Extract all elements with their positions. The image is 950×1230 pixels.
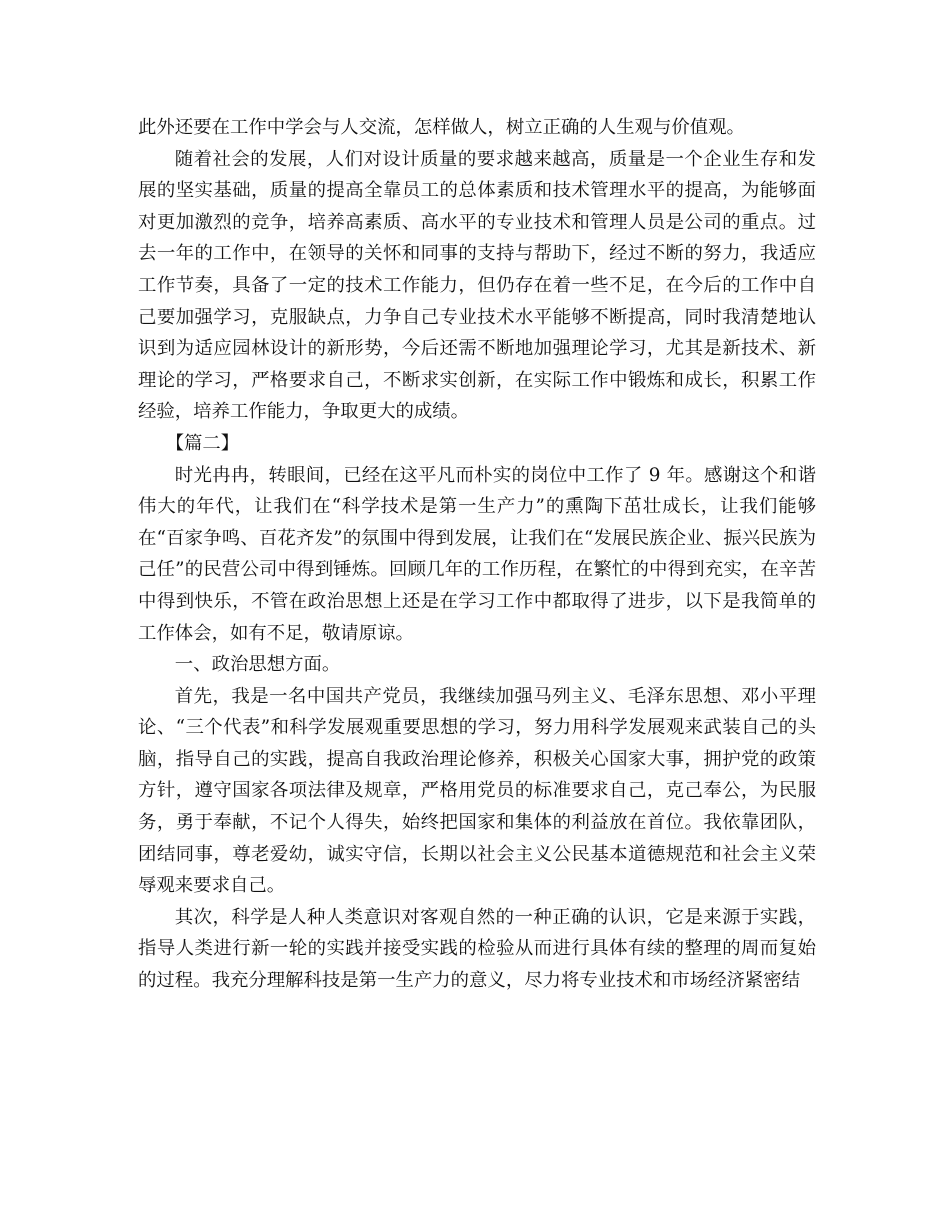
paragraph-continuation: 此外还要在工作中学会与人交流，怎样做人，树立正确的人生观与价值观。 bbox=[138, 117, 745, 138]
paragraph-first-party-member: 首先，我是一名中国共产党员，我继续加强马列主义、毛泽东思想、邓小平理论、“三个代表”和科学发展观重要思想的学习，努力用科学发展观来武装自己的头脑，指导自己的实践，提高自我政治理论修养，积极关心国家大事，拥护党的政策方针，遵守国家各项法律及规章，严格用党员的标准要求自己，克己奉公，为民服务，勇于奉献，不记个人得失，始终把国家和集体的利益放在首位。我依靠团队，团结同事，尊老爱幼，诚实守信，长期以社会主义公民基本道德规范和社会主义荣辱观来要求自己。 bbox=[138, 685, 816, 897]
section-heading-part-two: 【篇二】 bbox=[165, 432, 240, 454]
paragraph-quality-development: 随着社会的发展，人们对设计质量的要求越来越高，质量是一个企业生存和发展的坚实基础，质量的提高全靠员工的总体素质和技术管理水平的提高，为能够面对更加激烈的竞争，培养高素质、高水平的专业技术和管理人员是公司的重点。过去一年的工作中，在领导的关怀和同事的支持与帮助下，经过不断的努力，我适应工作节奏，具备了一定的技术工作能力，但仍存在着一些不足，在今后的工作中自己要加强学习，克服缺点，力争自己专业技术水平能够不断提高，同时我清楚地认识到为适应园林设计的新形势，今后还需不断地加强理论学习，尤其是新技术、新理论的学习，严格要求自己，不断求实创新，在实际工作中锻炼和成长，积累工作经验，培养工作能力，争取更大的成绩。 bbox=[138, 148, 816, 423]
document-page bbox=[138, 112, 816, 997]
paragraph-time-flies: 时光冉冉，转眼间，已经在这平凡而朴实的岗位中工作了 9 年。感谢这个和谐伟大的年代，让我们在“科学技术是第一生产力”的熏陶下茁壮成长，让我们能够在“百家争鸣、百花齐发”的氛围中得到发展，让我们在“发展民族企业、振兴民族为己任”的民营公司中得到锤炼。回顾几年的工作历程，在繁忙的中得到充实，在辛苦中得到快乐，不管在政治思想上还是在学习工作中都取得了进步，以下是我简单的工作体会，如有不足，敬请原谅。 bbox=[138, 464, 816, 644]
subheading-political-thought: 一、政治思想方面。 bbox=[174, 654, 341, 676]
paragraph-second-science: 其次，科学是人种人类意识对客观自然的一种正确的认识，它是来源于实践，指导人类进行新一轮的实践并接受实践的检验从而进行具体有续的整理的周而复始的过程。我充分理解科技是第一生产力的意义，尽力将专业技术和市场经济紧密结 bbox=[138, 906, 816, 992]
